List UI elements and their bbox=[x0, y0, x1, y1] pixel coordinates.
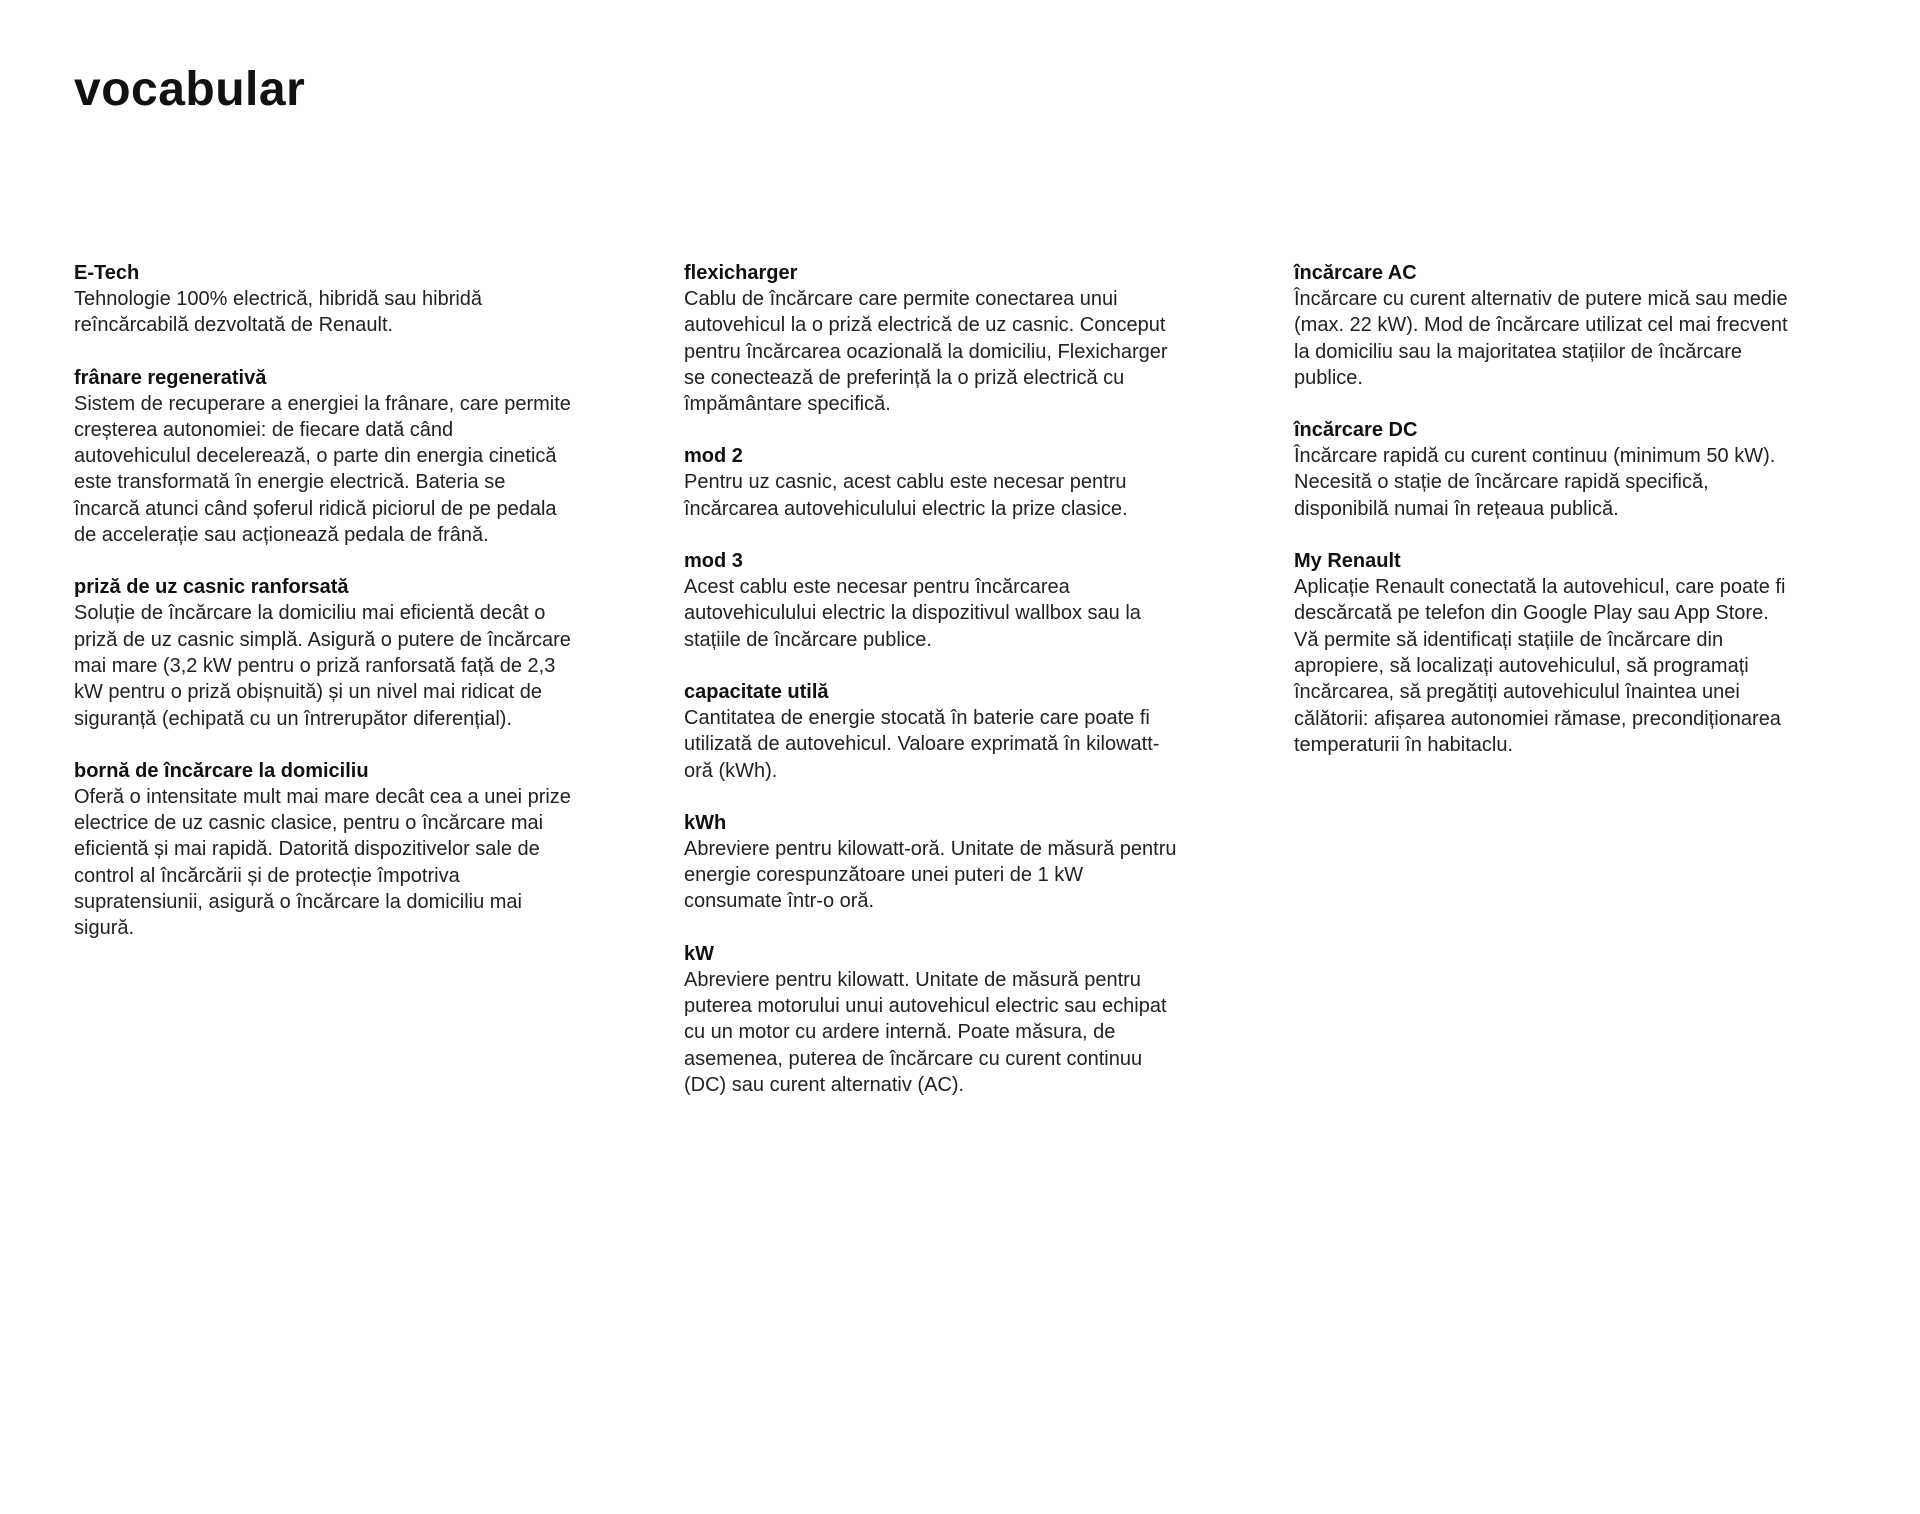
definition: Sistem de recuperare a energiei la frânare, care permite creșterea autonomiei: de fiecare dată când autovehiculul decelerează, o parte din energia cinetică este transformată în energie electrică. Bateria se încarcă atunci când șoferul ridică piciorul de pe pedala de accelerație sau acționează pedala de frână. bbox=[74, 392, 571, 547]
term: kWh bbox=[684, 811, 727, 834]
definition: Acest cablu este necesar pentru încărcarea autovehiculului electric la dispozitivul wallbox sau la stațiile de încărcare publice. bbox=[684, 576, 1141, 651]
term: frânare regenerativă bbox=[74, 366, 267, 389]
definition: Oferă o intensitate mult mai mare decât cea a unei prize electrice de uz casnic clasice, pentru o încărcare mai eficientă și mai rapidă. Datorită dispozitivelor sale de control al încărcării și de protecție împotriva supratensiunii, asigură o încărcare la domiciliu mai sigură. bbox=[74, 785, 571, 940]
term: bornă de încărcare la domiciliu bbox=[74, 759, 369, 782]
term: încărcare AC bbox=[1294, 262, 1417, 284]
glossary-entry-capacitate-utila bbox=[684, 679, 1184, 784]
definition: Încărcare rapidă cu curent continuu (minimum 50 kW). Necesită o stație de încărcare rapidă specifică, disponibilă numai în rețeaua publică. bbox=[1294, 445, 1776, 520]
definition: Abreviere pentru kilowatt. Unitate de măsură pentru puterea motorului unui autovehicul electric sau echipat cu un motor cu ardere internă. Poate măsura, de asemenea, puterea de încărcare cu curent continuu (DC) sau curent alternativ (AC). bbox=[684, 968, 1167, 1096]
definition: Abreviere pentru kilowatt-oră. Unitate de măsură pentru energie corespunzătoare unei puteri de 1 kW consumate într-o oră. bbox=[684, 837, 1177, 913]
glossary-entry-franare-regenerativa bbox=[74, 365, 574, 549]
definition: Soluție de încărcare la domiciliu mai eficientă decât o priză de uz casnic simplă. Asigură o putere de încărcare mai mare (3,2 kW pentru o priză ranforsată față de 2,3 kW pentru o priză obișnuită) și un nivel mai ridicat de siguranță (echipată cu un întrerupător diferențial). bbox=[74, 602, 571, 730]
term: priză de uz casnic ranforsată bbox=[74, 576, 349, 599]
term: flexicharger bbox=[684, 262, 798, 284]
definition: Pentru uz casnic, acest cablu este necesar pentru încărcarea autovehiculului electric la prize clasice. bbox=[684, 471, 1128, 520]
glossary-entry-flexicharger bbox=[684, 260, 1184, 417]
glossary-entry-kw bbox=[684, 941, 1184, 1098]
term: E-Tech bbox=[74, 262, 140, 284]
glossary-entry-incarcare-ac bbox=[1294, 260, 1794, 391]
term: mod 2 bbox=[684, 445, 743, 468]
definition: Cantitatea de energie stocată în baterie care poate fi utilizată de autovehicul. Valoare exprimată în kilowatt-oră (kWh). bbox=[684, 706, 1160, 782]
glossary-entry-borna-incarcare bbox=[74, 758, 574, 942]
term: kW bbox=[684, 942, 714, 965]
glossary-entry-incarcare-dc bbox=[1294, 417, 1794, 522]
glossary-column-1 bbox=[74, 260, 574, 968]
glossary-entry-mod-2 bbox=[684, 443, 1184, 522]
glossary-entry-mod-3 bbox=[684, 548, 1184, 653]
page-title: vocabular bbox=[74, 63, 306, 116]
term: mod 3 bbox=[684, 550, 743, 573]
term: capacitate utilă bbox=[684, 680, 829, 703]
glossary-column-3 bbox=[1294, 260, 1794, 784]
glossary-entry-my-renault bbox=[1294, 548, 1794, 758]
definition: Tehnologie 100% electrică, hibridă sau hibridă reîncărcabilă dezvoltată de Renault. bbox=[74, 288, 483, 337]
definition: Încărcare cu curent alternativ de putere mică sau medie (max. 22 kW). Mod de încărcare utilizat cel mai frecvent la domiciliu sau la majoritatea stațiilor de încărcare publice. bbox=[1294, 288, 1788, 389]
glossary-entry-e-tech bbox=[74, 260, 574, 339]
glossary-column-2 bbox=[684, 260, 1184, 1124]
definition: Aplicație Renault conectată la autovehicul, care poate fi descărcată pe telefon din Google Play sau App Store. Vă permite să identificați stațiile de încărcare din apropiere, să localizați autovehiculul, să programați încărcarea, să pregătiți autovehiculul înaintea unei călătorii: afișarea autonomiei rămase, precondiționarea temperaturii în habitaclu. bbox=[1294, 576, 1786, 756]
glossary-entry-priza-ranforsata bbox=[74, 574, 574, 731]
definition: Cablu de încărcare care permite conectarea unui autovehicul la o priză electrică de uz casnic. Conceput pentru încărcarea ocazională la domiciliu, Flexicharger se conectează de preferință la o priză electrică cu împământare specifică. bbox=[684, 288, 1168, 416]
glossary-entry-kwh bbox=[684, 810, 1184, 915]
term: My Renault bbox=[1294, 550, 1401, 573]
term: încărcare DC bbox=[1294, 419, 1418, 442]
